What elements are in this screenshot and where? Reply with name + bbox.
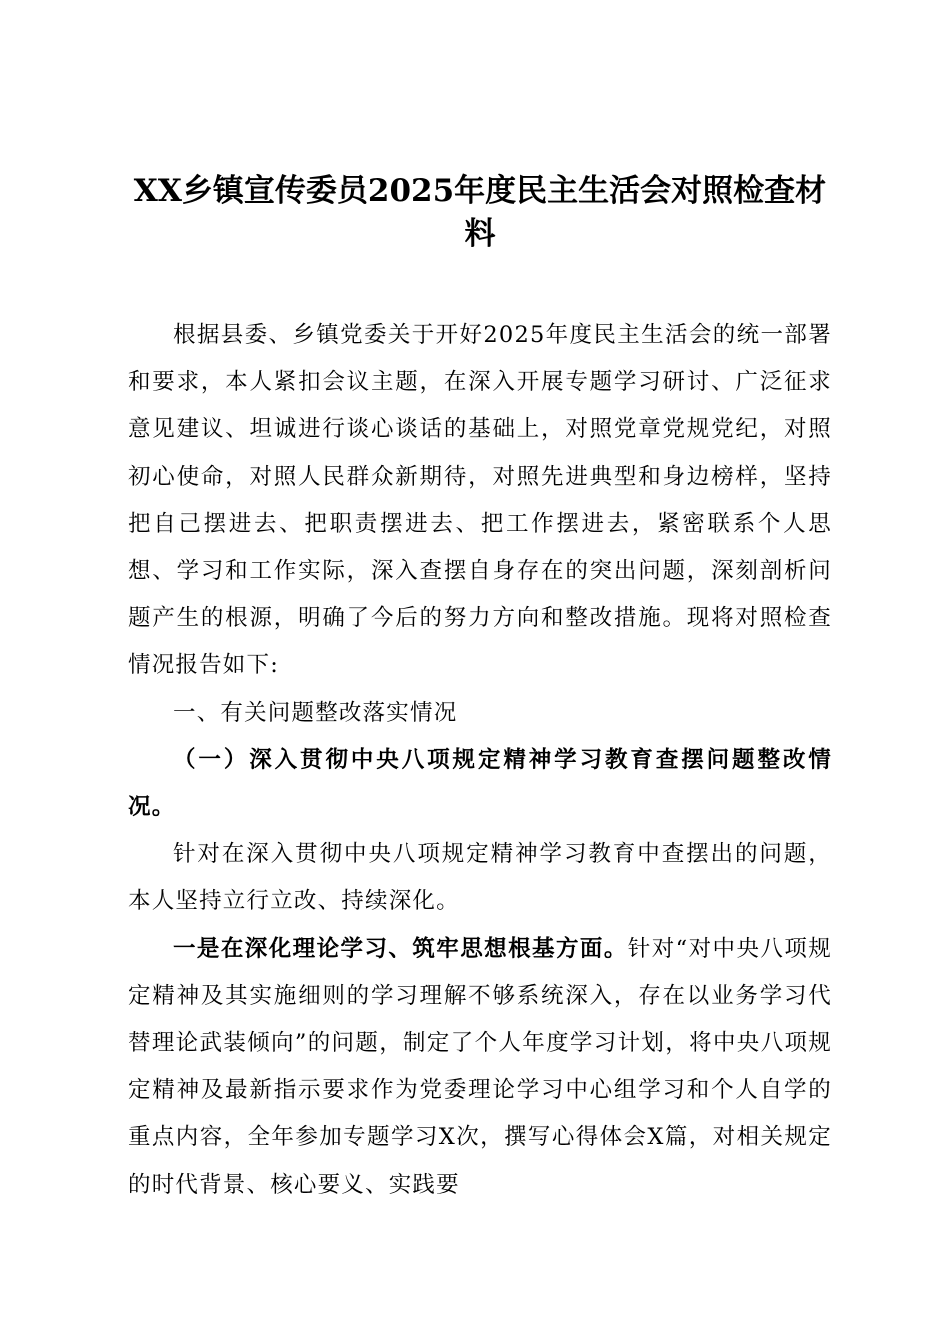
point-text: 针对“对中央八项规定精神及其实施细则的学习理解不够系统深入，存在以业务学习代替理论武装倾向”的问题，制定了个人年度学习计划，将中央八项规定精神及最新指示要求作为党委理论学习中心组学习和个人自学的重点内容，全年参加专题学习X次，撰写心得体会X篇，对相关规定的时代背景、核心要义、实践要	[128, 935, 832, 1198]
subsection-heading: （一）深入贯彻中央八项规定精神学习教育查摆问题整改情况。	[128, 746, 832, 821]
point-paragraph	[128, 926, 832, 1209]
document-title: XX乡镇宣传委员2025年度民主生活会对照检查材料	[133, 173, 827, 252]
section-heading: 一、有关问题整改落实情况	[173, 699, 458, 726]
point-lead: 一是在深化理论学习、筑牢思想根基方面。	[173, 935, 628, 962]
document-body	[128, 312, 832, 1209]
intro-paragraph: 根据县委、乡镇党委关于开好2025年度民主生活会的统一部署和要求，本人紧扣会议主题，在深入开展专题学习研讨、广泛征求意见建议、坦诚进行谈心谈话的基础上，对照党章党规党纪，对照初心使命，对照人民群众新期待，对照先进典型和身边榜样，坚持把自己摆进去、把职责摆进去、把工作摆进去，紧密联系个人思想、学习和工作实际，深入查摆自身存在的突出问题，深刻剖析问题产生的根源，明确了今后的努力方向和整改措施。现将对照检查情况报告如下:	[128, 322, 832, 679]
subsection-paragraph: 针对在深入贯彻中央八项规定精神学习教育中查摆出的问题，本人坚持立行立改、持续深化。	[128, 841, 832, 915]
